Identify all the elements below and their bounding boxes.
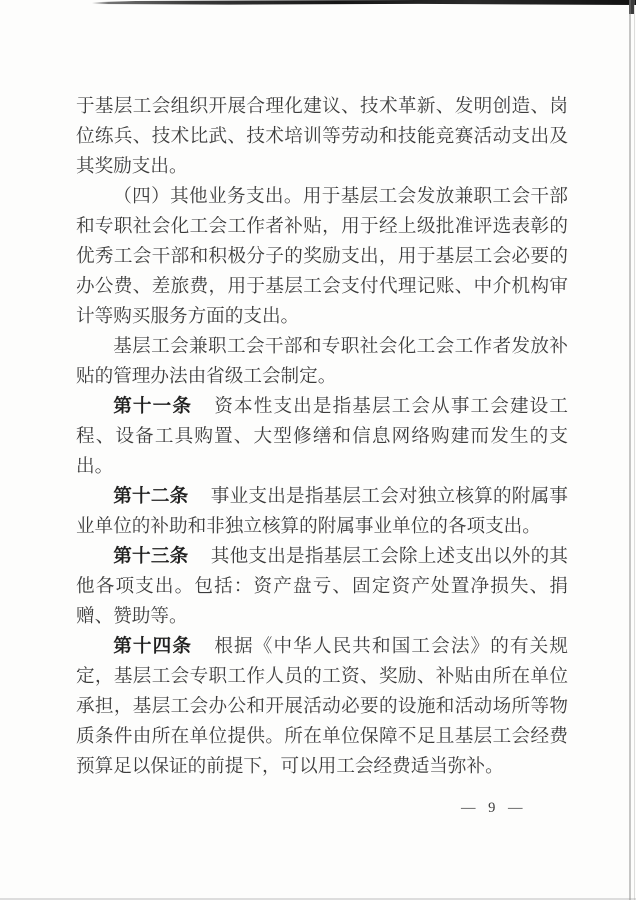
article-14-text: 根据《中华人民共和国工会法》的有关规定，基层工会专职工作人员的工资、奖励、补贴由所在单位承担，基层工会办公和开展活动必要的设施和活动场所等物质条件由所在单位提供。所在单位保障不足且基层工会经费预算足以保证的前提下，可以用工会经费适当弥补。 — [76, 636, 568, 777]
scan-artifact-right-edge-outer — [634, 0, 635, 900]
paragraph-article-14 — [76, 632, 568, 782]
document-text-block — [76, 92, 568, 782]
paragraph-article-12 — [76, 482, 568, 542]
paragraph-item-four: （四）其他业务支出。用于基层工会发放兼职工会干部和专职社会化工会工作者补贴，用于经上级批准评选表彰的优秀工会干部和积极分子的奖励支出，用于基层工会必要的办公费、差旅费，用于基层工会支付代理记账、中介机构审计等购买服务方面的支出。 — [76, 186, 568, 327]
article-11-number: 第十一条 — [113, 396, 193, 417]
scan-artifact-top-edge — [92, 0, 636, 5]
article-14-number: 第十四条 — [113, 636, 193, 657]
paragraph-article-13 — [76, 542, 568, 632]
scan-artifact-right-edge — [629, 0, 631, 900]
page-number: — 9 — — [461, 800, 524, 816]
paragraph-article-11 — [76, 392, 568, 482]
paragraph-subsidy-rule: 基层工会兼职工会干部和专职社会化工会工作者发放补贴的管理办法由省级工会制定。 — [76, 336, 568, 387]
article-13-text: 其他支出是指基层工会除上述支出以外的其他各项支出。包括：资产盘亏、固定资产处置净损失、捐赠、赞助等。 — [76, 546, 568, 627]
paragraph-continuation: 于基层工会组织开展合理化建议、技术革新、发明创造、岗位练兵、技术比武、技术培训等劳动和技能竞赛活动支出及其奖励支出。 — [76, 96, 568, 177]
article-12-number: 第十二条 — [113, 486, 189, 507]
article-12-text: 事业支出是指基层工会对独立核算的附属事业单位的补助和非独立核算的附属事业单位的各项支出。 — [76, 486, 568, 537]
article-11-text: 资本性支出是指基层工会从事工会建设工程、设备工具购置、大型修缮和信息网络购建而发生的支出。 — [76, 396, 568, 477]
article-13-number: 第十三条 — [113, 546, 189, 567]
